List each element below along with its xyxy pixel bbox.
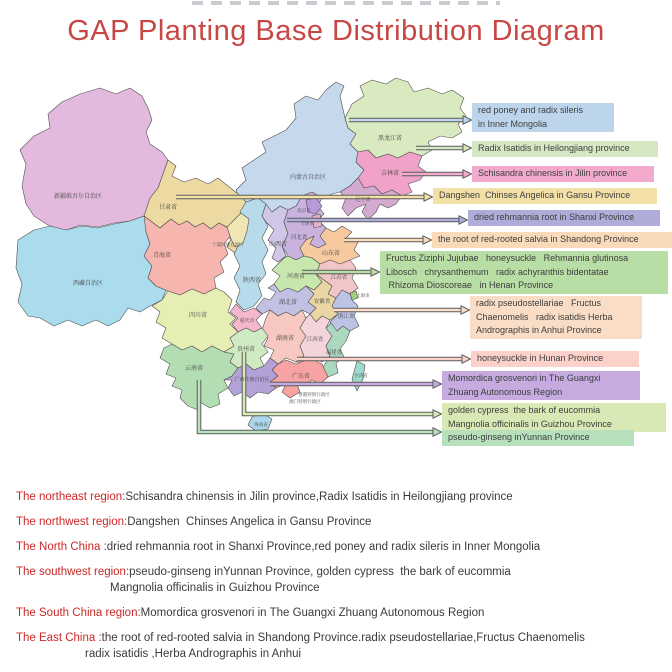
- callout-heilongjiang: [472, 141, 658, 157]
- arrow-guizhou-head: [433, 410, 442, 418]
- arrow-yunnan-head: [433, 428, 442, 436]
- province-label-liaoning: 辽宁省: [355, 197, 371, 203]
- legend-label: The southwest region:: [16, 566, 130, 578]
- legend-label: The northeast region:: [16, 491, 126, 503]
- province-label-guizhou: 贵州省: [236, 347, 256, 353]
- legend-text: Dangshen Chinses Angelica in Gansu Province: [127, 516, 372, 528]
- legend-entry-northeast: [16, 489, 668, 505]
- legend-text: dried rehmannia root in Shanxi Province,red poney and radix sileris in Inner Mongolia: [106, 541, 541, 553]
- province-label-jiangsu: 江苏省: [330, 275, 348, 281]
- callout-line: Radix Isatidis in Heilongjiang province: [478, 143, 630, 153]
- callout-line: Rhizoma Dioscoreae in Henan Province: [386, 280, 554, 290]
- legend-label: The South China region:: [16, 607, 141, 619]
- province-label-jilin: 吉林省: [380, 171, 400, 177]
- province-label-neimenggu: 内蒙古自治区: [289, 175, 327, 181]
- region-legend: [16, 489, 668, 671]
- province-label-guangxi: 广西壮族自治区: [234, 377, 270, 383]
- arrow-anhui-head: [461, 306, 470, 314]
- province-label-taiwan: 台湾省: [354, 373, 368, 378]
- callout-line: radix pseudostellariae Fructus: [476, 298, 602, 308]
- arrow-hunan-head: [462, 355, 471, 363]
- province-label-yunnan: 云南省: [184, 366, 204, 372]
- province-label-heilongjiang: 黑龙江省: [377, 136, 403, 142]
- annotation-macau: 澳门特别行政区: [289, 399, 321, 404]
- province-label-beijing: 北京市: [297, 208, 311, 213]
- province-label-hainan: 海南省: [254, 422, 268, 427]
- callout-shandong: [432, 232, 672, 248]
- callout-guizhou: [442, 403, 666, 432]
- legend-entry-northwest: [16, 514, 668, 530]
- callout-line: the root of red-rooted salvia in Shandong Province: [438, 234, 639, 244]
- province-label-anhui: 安徽省: [313, 299, 331, 305]
- legend-text: the root of red-rooted salvia in Shandong Province.radix pseudostellariae,Fructus Chaenomelis: [101, 632, 585, 644]
- arrow-jilin-head: [463, 170, 472, 178]
- callout-line: honeysuckle in Hunan Province: [477, 353, 604, 363]
- callout-line: Chaenomelis radix isatidis Herba: [476, 311, 613, 322]
- callout-line: Fructus Ziziphi Jujubae honeysuckle Rehmannia glutinosa: [386, 253, 629, 263]
- legend-text: pseudo-ginseng inYunnan Province, golden cypress the bark of eucommia: [129, 566, 511, 578]
- province-label-shanxi: 山西省: [268, 242, 288, 248]
- callout-line: Dangshen Chinses Angelica in Gansu Province: [439, 190, 631, 200]
- province-label-hebei: 河北省: [290, 235, 308, 241]
- province-label-ningxia: 宁夏回族自治区: [212, 242, 244, 247]
- callout-line: Andrographis in Anhui Province: [476, 325, 602, 335]
- arrow-heilongjiang-head: [463, 144, 472, 152]
- callout-line: golden cypress the bark of eucommia: [448, 405, 601, 415]
- arrow-shanxi-head: [459, 216, 468, 224]
- callout-line: pseudo-ginseng inYunnan Province: [448, 432, 590, 442]
- province-label-sichuan: 四川省: [188, 313, 208, 319]
- callout-line: red poney and radix sileris: [478, 105, 584, 115]
- callout-yunnan: [442, 430, 634, 446]
- province-label-chongqing: 重庆市: [239, 318, 255, 324]
- province-label-xizang: 西藏自治区: [72, 281, 104, 287]
- legend-text-wrap: radix isatidis ,Herba Andrographis in Anhui: [85, 648, 302, 660]
- callout-line: in Inner Mongolia: [478, 118, 548, 129]
- callout-jilin: [472, 166, 654, 182]
- province-label-hunan: 湖南省: [275, 336, 295, 342]
- legend-text: Schisandra chinensis in Jilin province,Radix Isatidis in Heilongjiang province: [125, 491, 513, 503]
- callout-line: Momordica grosvenori in The Guangxi: [448, 373, 601, 383]
- callout-line: Mangnolia officinalis in Guizhou Province: [448, 418, 612, 429]
- legend-text-wrap: Mangnolia officinalis in Guizhou Province: [110, 582, 320, 594]
- callout-guangxi: [442, 371, 640, 400]
- callout-line: Zhuang Autonomous Region: [448, 386, 563, 397]
- callout-hunan: [471, 351, 639, 367]
- province-sichuan: [152, 288, 238, 352]
- province-label-jiangxi: 江西省: [306, 337, 324, 343]
- province-label-fujian: 福建省: [325, 350, 343, 356]
- province-label-gansu: 甘肃省: [158, 205, 178, 211]
- arrow-guangxi-head: [433, 380, 442, 388]
- annotation-hongkong: 香港特别行政区: [298, 392, 330, 397]
- callout-inner-mongolia: [472, 103, 614, 132]
- province-label-qinghai: 青海省: [152, 253, 172, 259]
- callout-shanxi: [468, 210, 660, 226]
- callout-anhui: [470, 296, 642, 339]
- legend-entry-south-china: [16, 605, 668, 621]
- callout-gansu: [433, 188, 657, 204]
- province-label-hubei: 湖北省: [278, 300, 298, 306]
- province-label-shandong: 山东省: [321, 251, 341, 257]
- legend-text: Momordica grosvenori in The Guangxi Zhuang Autonomous Region: [140, 607, 485, 619]
- legend-label: The North China :: [16, 541, 107, 553]
- arrow-gansu-head: [424, 193, 433, 201]
- arrow-henan-head: [371, 268, 380, 276]
- legend-label: The northwest region:: [16, 516, 128, 528]
- province-label-henan: 河南省: [286, 274, 306, 280]
- province-label-shaanxi: 陕西省: [242, 278, 262, 284]
- legend-entry-east-china: [16, 630, 668, 662]
- legend-entry-southwest: [16, 564, 668, 596]
- province-label-tianjin: 天津市: [300, 221, 314, 226]
- arrow-inner-mongolia-head: [463, 116, 472, 124]
- callout-line: Libosch chrysanthemum radix achyranthis bidentatae: [386, 266, 609, 277]
- province-label-zhejiang: 浙江省: [337, 314, 355, 320]
- province-label-xinjiang: 新疆维吾尔自治区: [53, 194, 103, 200]
- callout-line: dried rehmannia root in Shanxi Province: [474, 212, 635, 222]
- legend-label: The East China :: [16, 632, 102, 644]
- legend-entry-north-china: [16, 539, 668, 555]
- province-xizang: [16, 216, 166, 326]
- callout-line: Schisandra chinensis in Jilin province: [478, 168, 628, 178]
- arrow-shandong-head: [423, 236, 432, 244]
- callout-henan: [380, 251, 668, 294]
- province-label-guangdong: 广东省: [291, 374, 311, 380]
- province-xinjiang: [20, 88, 168, 231]
- page-title: GAP Planting Base Distribution Diagram: [67, 15, 605, 47]
- province-label-shanghai: 上海市: [356, 293, 370, 298]
